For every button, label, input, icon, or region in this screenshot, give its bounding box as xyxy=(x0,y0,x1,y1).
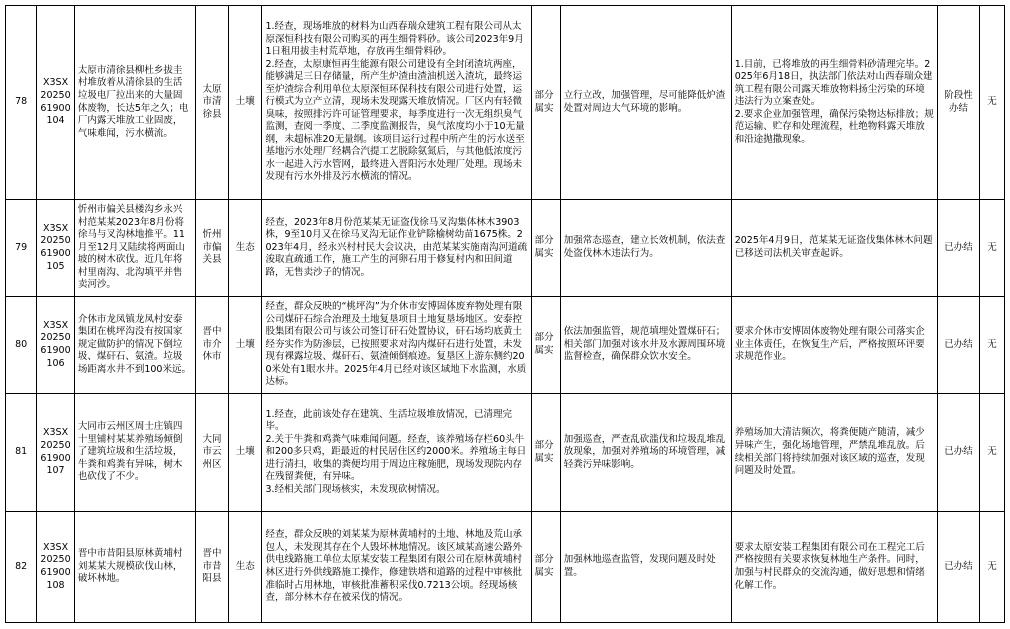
accountability: 无 xyxy=(979,512,1004,623)
row-number: 81 xyxy=(6,394,37,512)
rectification-progress xyxy=(731,394,937,512)
case-status: 已办结 xyxy=(938,200,980,297)
row-number: 79 xyxy=(6,200,37,297)
complaint-content: 太原市清徐县柳杜乡拔圭村堆放着从清徐县的生活垃圾电厂拉出来的大量固体废物，长达5年之久；电厂内露天堆放工业固废，气味难闻，污水横流。 xyxy=(74,6,195,200)
rectification-progress xyxy=(731,297,937,394)
case-status: 已办结 xyxy=(938,512,980,623)
investigation-findings-para: 2.经查，太原康恒再生能源有限公司建设有全封闭渣坑两座，能够满足三日存储量，所产生炉渣由渣油机送入渣坑，最终运至炉渣综合利用单位太原深恒环保科技有限公司进行处置，运行模式为立产立清，现场未发现露天堆放情况。厂区内有轻微臭味，按照排污许可证管理要求，每季度进行一次无组织臭气监测，查阅一季度、二季度监测报告，臭气浓度均小于10无量纲，未超标准20无量纲。该项目运行过程中所产生的污水送至基地污水处理厂经耦合汽提工艺脱除氨氮后，与其他低浓度污水一起进入污水管网，最终进入晋阳污水处理厂处理。现场未发现有污水外排及污水横流的情况。 xyxy=(265,58,525,183)
verification-result: 部分属实 xyxy=(531,394,560,512)
investigation-findings-para: 经查，群众反映的“桃坪沟”为介休市安博固体废弃物处理有限公司煤矸石综合治理及土地复垦项目土地复垦场地区。安泰控股集团有限公司与该公司签订矸石处置协议，矸石场均底黄土经夯实作为防渗层，已按照要求对沟内煤矸石进行处置，未发现有裸露垃圾、煤矸石、氨渣倾倒痕迹。复垦区上游东侧约200米处有1眼水井。2025年4月已经对该区域地下水监测，水质达标。 xyxy=(265,301,527,388)
pollution-type: 生态 xyxy=(229,200,262,297)
rectification-progress-para: 要求太原安装工程集团有限公司在工程完工后严格按照有关要求恢复林地生产条件。同时，加强与村民群众的交流沟通，做好思想和情绪化解工作。 xyxy=(734,541,925,591)
row-number: 82 xyxy=(6,512,37,623)
accountability: 无 xyxy=(979,6,1004,200)
rectification-progress-para: 2025年4月9日，范某某无证盗伐集体林木问题已移送司法机关审查起诉。 xyxy=(734,235,933,259)
verification-result: 部分属实 xyxy=(531,512,560,623)
investigation-findings-para: 1.经查，现场堆放的材料为山西春瑞众建筑工程有限公司从太原深恒科技有限公司购买的再生细骨料砂。该公司2023年9月1日租用拔圭村荒草地，存放再生细骨料砂。 xyxy=(265,21,524,58)
rectification-progress xyxy=(731,6,937,200)
rectification-progress-para: 要求介休市安博固体废物处理有限公司落实企业主体责任，在恢复生产后，严格按照环评要求规范作业。 xyxy=(734,326,925,363)
investigation-findings-para: 经查，2023年8月份范某某无证盗伐徐马叉沟集体林木3903株，9至10月又在徐马叉沟无证作业铲除榆树幼苗1675株。2023年4月，经永兴村村民大会议决，由范某某实施南沟河道疏浚取直疏通工作，施工产生的河卵石用于修复村内和田间道路，无售卖沙子的情况。 xyxy=(265,216,528,278)
investigation-findings xyxy=(262,512,531,623)
case-code: X3SX2025061900105 xyxy=(37,200,75,297)
admin-area: 大同市云州区 xyxy=(195,394,228,512)
case-status: 已办结 xyxy=(938,297,980,394)
case-code: X3SX2025061900108 xyxy=(37,512,75,623)
rectification-progress-para: 养殖场加大清洁频次，将粪便随产随清，减少异味产生，强化场地管理，严禁乱堆乱放。后续相关部门将持续加强对该区域的巡查，发现问题及时处置。 xyxy=(734,427,925,477)
verification-result: 部分属实 xyxy=(531,200,560,297)
investigation-findings xyxy=(262,394,531,512)
handling-measures: 依法加强监管，规范填埋处置煤矸石；相关部门加强对该水井及水源周围环境监督检查，确保群众饮水安全。 xyxy=(560,297,731,394)
complaint-content: 大同市云州区周士庄镇四十里铺村某某养殖场倾倒了建筑垃圾和生活垃圾，牛粪和鸡粪有异味，树木也砍伐了不少。 xyxy=(74,394,195,512)
accountability: 无 xyxy=(979,297,1004,394)
table-row xyxy=(6,394,1005,512)
investigation-findings-para: 1.经查，此前该处存在建筑、生活垃圾堆放情况，已清理完毕。 xyxy=(265,408,513,433)
admin-area: 太原市清徐县 xyxy=(195,6,228,200)
handling-measures: 加强林地巡查监管，发现问题及时处置。 xyxy=(560,512,731,623)
investigation-findings-para: 3.经相关部门现场核实，未发现砍树情况。 xyxy=(265,483,446,495)
case-code: X3SX2025061900104 xyxy=(37,6,75,200)
investigation-findings-para: 经查，群众反映的刘某某为原林黄埔村的土地、林地及荒山承包人，未发现其存在个人毁坏林地情况。该区域某高速公路外供电线路施工单位太原某安装工程集团有限公司在原林黄埔村林区进行外供线路施工操作，修建铁塔和道路的过程中审核批准临时占用林地，审核批准蓄积采伐0.7213公顷。经现场核查，部分林木存在被采伐的情况。 xyxy=(265,529,522,604)
accountability: 无 xyxy=(979,200,1004,297)
admin-area: 忻州市偏关县 xyxy=(195,200,228,297)
admin-area: 晋中市昔阳县 xyxy=(195,512,228,623)
rectification-progress-para: 1.目前，已将堆放的再生细骨料砂清理完毕。2025年6月18日，执法部门依法对山西春瑞众建筑工程有限公司露天堆放物料扬尘污染的环境违法行为立案查处。 xyxy=(734,58,933,108)
rectification-progress xyxy=(731,200,937,297)
case-status: 已办结 xyxy=(938,394,980,512)
handling-measures: 立行立改，加强管理，尽可能降低炉渣处置对周边大气环境的影响。 xyxy=(560,6,731,200)
case-status: 阶段性办结 xyxy=(938,6,980,200)
case-code: X3SX2025061900107 xyxy=(37,394,75,512)
complaint-content: 晋中市昔阳县原林黄埔村刘某某大规模砍伐山林，破坏林地。 xyxy=(74,512,195,623)
accountability: 无 xyxy=(979,394,1004,512)
investigation-findings xyxy=(262,6,531,200)
table-row xyxy=(6,200,1005,297)
table-row xyxy=(6,6,1005,200)
rectification-progress-para: 2.要求企业加强管理，确保污染物达标排放；规范运输、贮存和处理流程，杜绝物料露天堆放和沿途抛撒现象。 xyxy=(734,108,934,145)
complaint-table xyxy=(5,5,1005,623)
handling-measures: 加强巡查，严查乱砍滥伐和垃圾乱堆乱放现象，加强对养殖场的环境管理，减轻粪污异味影响。 xyxy=(560,394,731,512)
pollution-type: 土壤 xyxy=(229,6,262,200)
investigation-findings xyxy=(262,297,531,394)
investigation-findings-para: 2.关于牛粪和鸡粪气味难闻问题。经查，该养殖场存栏60头牛和200多只鸡，距最近的村民居住区约2000米。养殖场主每日进行清扫，收集的粪便均用于周边庄稼施肥，现场发现院内存在残留粪便，有异味。 xyxy=(265,433,527,483)
rectification-progress xyxy=(731,512,937,623)
table-row xyxy=(6,512,1005,623)
investigation-findings xyxy=(262,200,531,297)
case-code: X3SX2025061900106 xyxy=(37,297,75,394)
handling-measures: 加强常态巡查，建立长效机制，依法查处盗伐林木违法行为。 xyxy=(560,200,731,297)
complaint-content: 介休市龙凤镇龙凤村安泰集团在桃坪沟没有按国家规定做防护的情况下倒垃圾、煤矸石、氨渣。垃圾场距离水井不到100米远。 xyxy=(74,297,195,394)
row-number: 78 xyxy=(6,6,37,200)
pollution-type: 生态 xyxy=(229,512,262,623)
admin-area: 晋中市介休市 xyxy=(195,297,228,394)
complaint-content: 忻州市偏关县楼沟乡永兴村范某某2023年8月份将徐马与叉沟林地推平。11月至12月又陆续将两面山坡的树木砍伐。近几年将村里南沟、北沟填平并售卖河沙。 xyxy=(74,200,195,297)
table-row xyxy=(6,297,1005,394)
verification-result: 部分属实 xyxy=(531,6,560,200)
row-number: 80 xyxy=(6,297,37,394)
pollution-type: 土壤 xyxy=(229,297,262,394)
pollution-type: 土壤 xyxy=(229,394,262,512)
verification-result: 部分属实 xyxy=(531,297,560,394)
